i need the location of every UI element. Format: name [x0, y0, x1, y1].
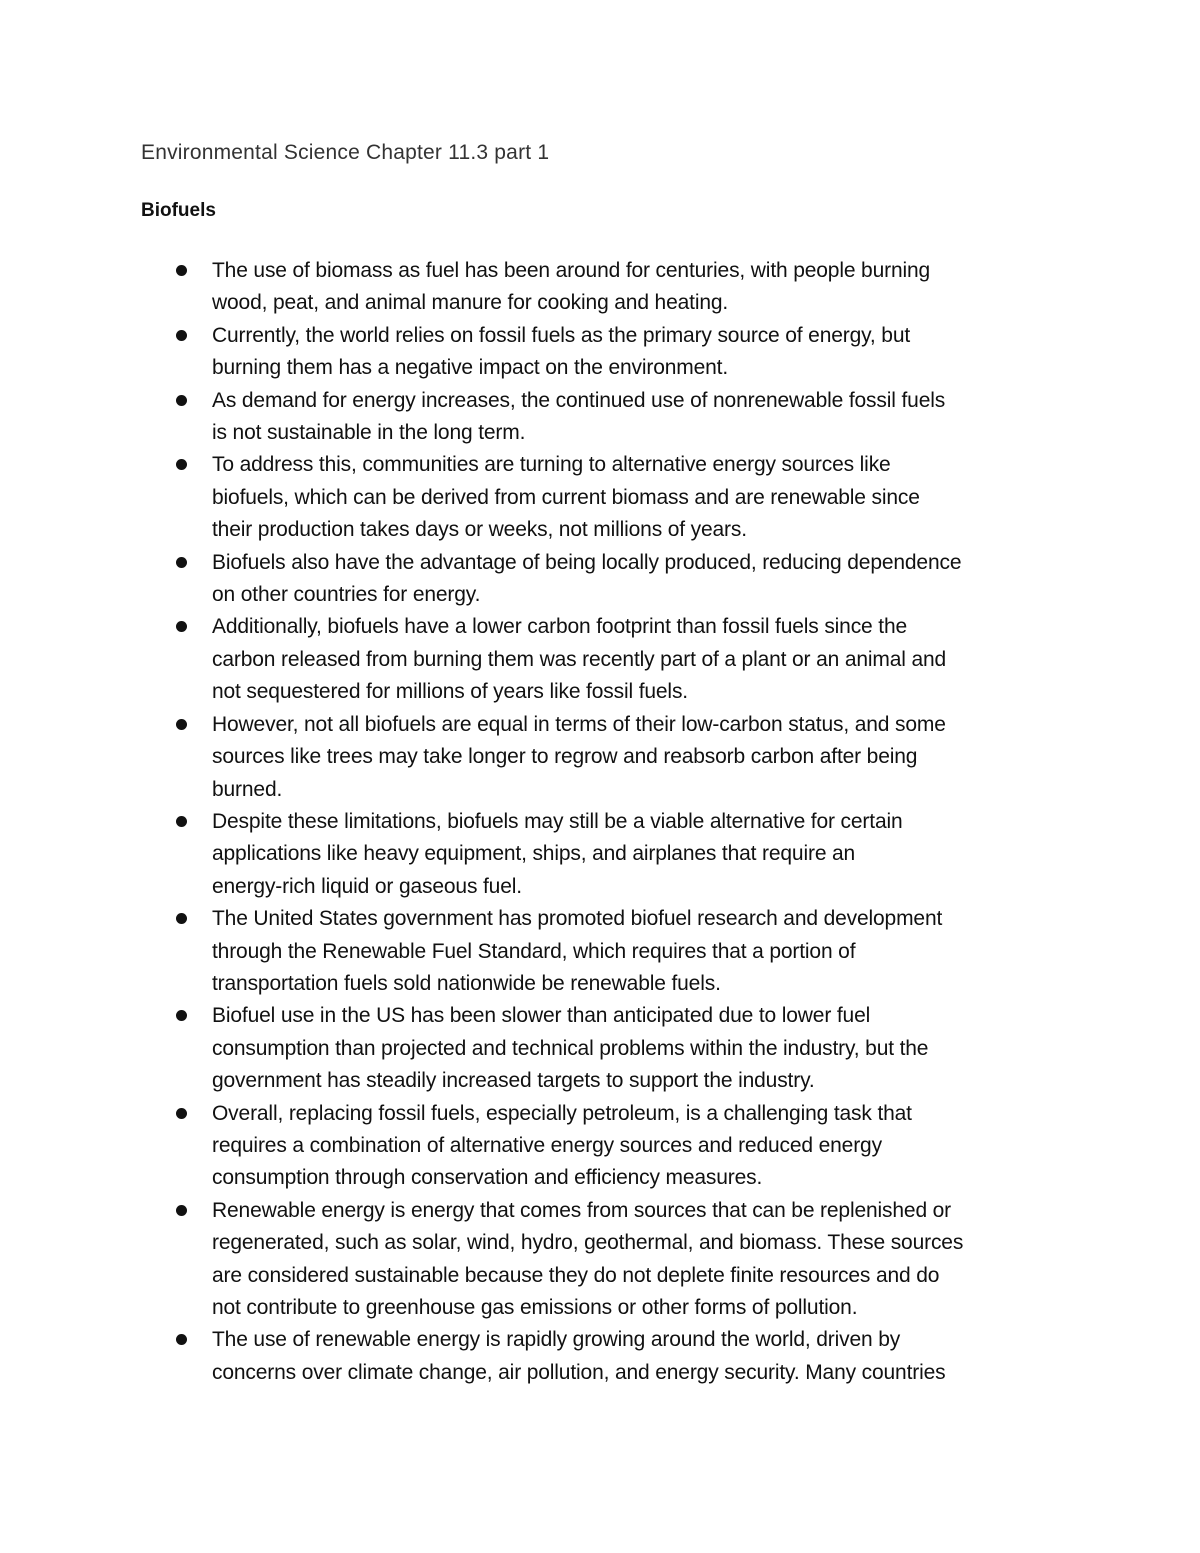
list-item	[176, 320, 1076, 385]
bullet-text-line: regenerated, such as solar, wind, hydro, geothermal, and biomass. These sources	[212, 1231, 964, 1255]
bullet-text-line: To address this, communities are turning to alternative energy sources like	[212, 453, 891, 477]
bullet-text-line: consumption through conservation and efficiency measures.	[212, 1166, 763, 1190]
document-title: Environmental Science Chapter 11.3 part 1	[141, 141, 550, 164]
bullet-text-line: applications like heavy equipment, ships, and airplanes that require an	[212, 842, 856, 866]
bullet-dot-icon	[176, 913, 187, 924]
bullet-dot-icon	[176, 816, 187, 827]
bullet-text-line: Biofuels also have the advantage of being locally produced, reducing dependence	[212, 550, 962, 574]
list-item	[176, 449, 1076, 546]
bullet-text-line: not contribute to greenhouse gas emissions or other forms of pollution.	[212, 1296, 858, 1319]
bullet-text-line: through the Renewable Fuel Standard, which requires that a portion of	[212, 939, 856, 963]
bullet-text-line: sources like trees may take longer to regrow and reabsorb carbon after being	[212, 745, 918, 769]
bullet-text-line: are considered sustainable because they do not deplete finite resources and do	[212, 1263, 940, 1287]
bullet-dot-icon	[176, 1334, 187, 1345]
bullet-dot-icon	[176, 330, 187, 341]
bullet-text-line: As demand for energy increases, the continued use of nonrenewable fossil fuels	[212, 388, 946, 412]
bullet-text-line: consumption than projected and technical problems within the industry, but the	[212, 1036, 929, 1060]
list-item	[176, 1000, 1076, 1097]
bullet-dot-icon	[176, 1205, 187, 1216]
bullet-text-line: However, not all biofuels are equal in terms of their low-carbon status, and some	[212, 712, 946, 736]
bullet-text-line: requires a combination of alternative energy sources and reduced energy	[212, 1133, 882, 1157]
bullet-text-line: Currently, the world relies on fossil fuels as the primary source of energy, but	[212, 323, 911, 347]
list-item	[176, 1195, 1076, 1325]
bullet-text-line: carbon released from burning them was recently part of a plant or an animal and	[212, 647, 947, 671]
bullet-text-line: burning them has a negative impact on the environment.	[212, 356, 729, 380]
bullet-text-line: Overall, replacing fossil fuels, especially petroleum, is a challenging task that	[212, 1101, 912, 1125]
list-item	[176, 611, 1076, 708]
bullet-dot-icon	[176, 395, 187, 406]
list-item	[176, 385, 1076, 450]
list-item	[176, 806, 1076, 903]
bullet-dot-icon	[176, 1108, 187, 1119]
bullet-dot-icon	[176, 557, 187, 568]
list-item	[176, 903, 1076, 1000]
bullet-text-line: energy-rich liquid or gaseous fuel.	[212, 874, 522, 898]
bullet-text-line: not sequestered for millions of years like fossil fuels.	[212, 680, 688, 704]
bullet-dot-icon	[176, 265, 187, 276]
bullet-text-line: transportation fuels sold nationwide be renewable fuels.	[212, 971, 721, 995]
bullet-text-line: Despite these limitations, biofuels may still be a viable alternative for certain	[212, 809, 903, 833]
list-item	[176, 547, 1076, 612]
bullet-text-line: Renewable energy is energy that comes from sources that can be replenished or	[212, 1198, 952, 1222]
bullet-list	[176, 255, 1076, 1389]
bullet-text-line: biofuels, which can be derived from current biomass and are renewable since	[212, 485, 920, 509]
section-heading-biofuels: Biofuels	[141, 200, 216, 221]
bullet-dot-icon	[176, 459, 187, 470]
list-item	[176, 1098, 1076, 1195]
bullet-text-line: their production takes days or weeks, not millions of years.	[212, 518, 747, 542]
bullet-text-line: concerns over climate change, air pollution, and energy security. Many countries	[212, 1360, 946, 1384]
bullet-text-line: Biofuel use in the US has been slower than anticipated due to lower fuel	[212, 1004, 871, 1028]
list-item	[176, 709, 1076, 806]
bullet-text-line: The United States government has promoted biofuel research and development	[212, 907, 943, 931]
bullet-dot-icon	[176, 1010, 187, 1021]
bullet-text-line: government has steadily increased targets to support the industry.	[212, 1069, 815, 1093]
bullet-text-line: The use of biomass as fuel has been around for centuries, with people burning	[212, 259, 931, 282]
bullet-text-line: on other countries for energy.	[212, 583, 481, 607]
bullet-text-line: burned.	[212, 777, 283, 801]
list-item	[176, 255, 1076, 320]
bullet-text-line: The use of renewable energy is rapidly growing around the world, driven by	[212, 1328, 901, 1352]
list-item	[176, 1324, 1076, 1389]
bullet-dot-icon	[176, 719, 187, 730]
bullet-text-line: wood, peat, and animal manure for cooking and heating.	[212, 291, 729, 315]
bullet-text-line: Additionally, biofuels have a lower carbon footprint than fossil fuels since the	[212, 615, 908, 639]
bullet-text-line: is not sustainable in the long term.	[212, 421, 526, 445]
bullet-dot-icon	[176, 621, 187, 632]
